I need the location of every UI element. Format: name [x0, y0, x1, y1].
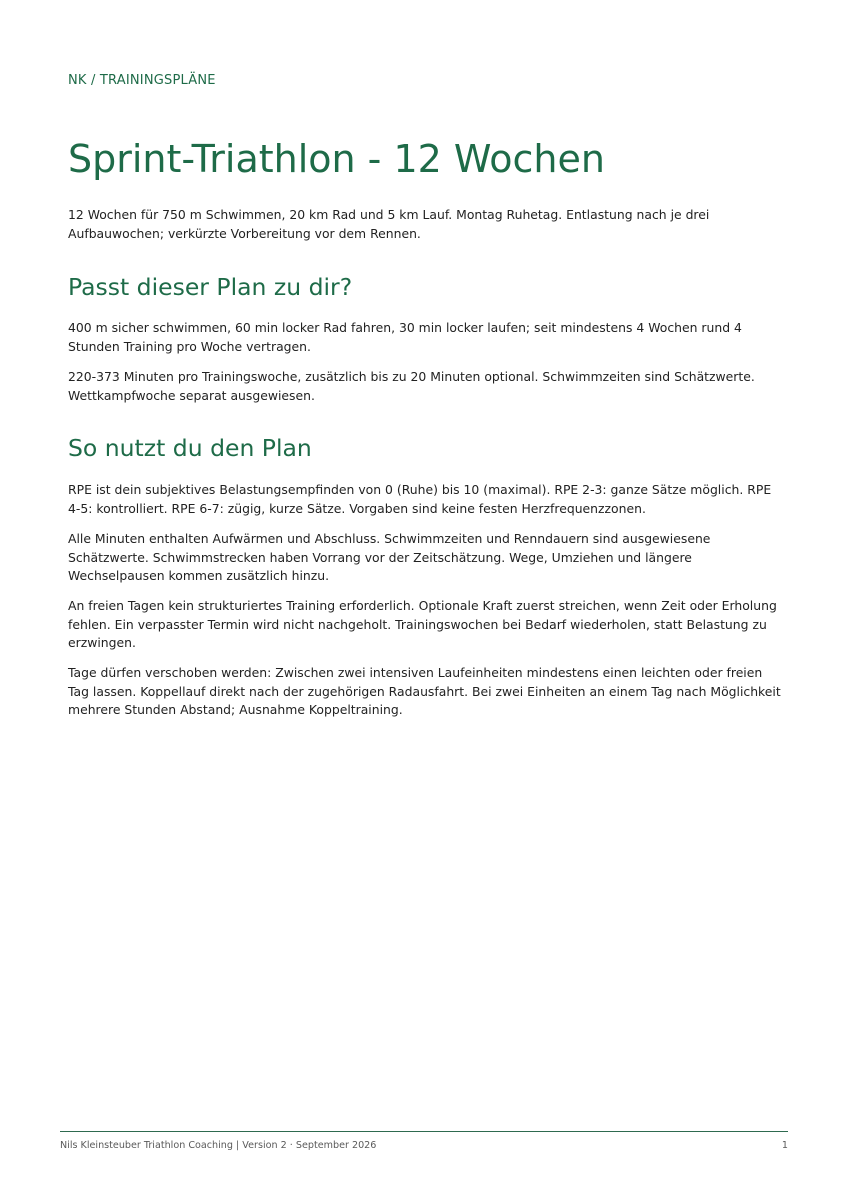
usage-paragraph-3: An freien Tagen kein strukturiertes Training erforderlich. Optionale Kraft zuerst streichen, wenn Zeit oder Erholung fehlen. Ein verpasster Termin wird nicht nachgeholt. Trainingswochen bei Bedarf wiederholen, statt Belastung zu erzwingen.: [68, 598, 777, 650]
fit-paragraph-2: 220-373 Minuten pro Trainingswoche, zusätzlich bis zu 20 Minuten optional. Schwimmzeiten sind Schätzwerte. Wettkampfwoche separat ausgewiesen.: [68, 369, 755, 403]
breadcrumb: NK / TRAININGSPLÄNE: [68, 73, 216, 88]
section-heading-usage: So nutzt du den Plan: [68, 434, 312, 462]
section-heading-fit: Passt dieser Plan zu dir?: [68, 273, 353, 301]
footer-divider: [60, 1131, 788, 1132]
footer-text: Nils Kleinsteuber Triathlon Coaching | Version 2 · September 2026: [60, 1140, 377, 1151]
fit-paragraph-1: 400 m sicher schwimmen, 60 min locker Rad fahren, 30 min locker laufen; seit mindestens 4 Wochen rund 4 Stunden Training pro Woche vertragen.: [68, 320, 742, 354]
usage-paragraph-4: Tage dürfen verschoben werden: Zwischen zwei intensiven Laufeinheiten mindestens einen leichten oder freien Tag lassen. Koppellauf direkt nach der zugehörigen Radausfahrt. Bei zwei Einheiten an einem Tag nach Möglichkeit mehrere Stunden Abstand; Ausnahme Koppeltraining.: [68, 665, 781, 717]
intro-paragraph: 12 Wochen für 750 m Schwimmen, 20 km Rad und 5 km Lauf. Montag Ruhetag. Entlastung nach je drei Aufbauwochen; verkürzte Vorbereitung vor dem Rennen.: [68, 207, 710, 241]
page-title: Sprint-Triathlon - 12 Wochen: [68, 137, 605, 181]
usage-paragraph-1: RPE ist dein subjektives Belastungsempfinden von 0 (Ruhe) bis 10 (maximal). RPE 2-3: ganze Sätze möglich. RPE 4-5: kontrolliert. RPE 6-7: zügig, kurze Sätze. Vorgaben sind keine festen Herzfrequenzzonen.: [68, 482, 772, 516]
usage-paragraph-2: Alle Minuten enthalten Aufwärmen und Abschluss. Schwimmzeiten und Renndauern sind ausgewiesene Schätzwerte. Schwimmstrecken haben Vorrang vor der Zeitschätzung. Wege, Umziehen und längere Wechselpausen kommen zusätzlich hinzu.: [68, 531, 711, 583]
page-number: 1: [781, 1140, 788, 1151]
